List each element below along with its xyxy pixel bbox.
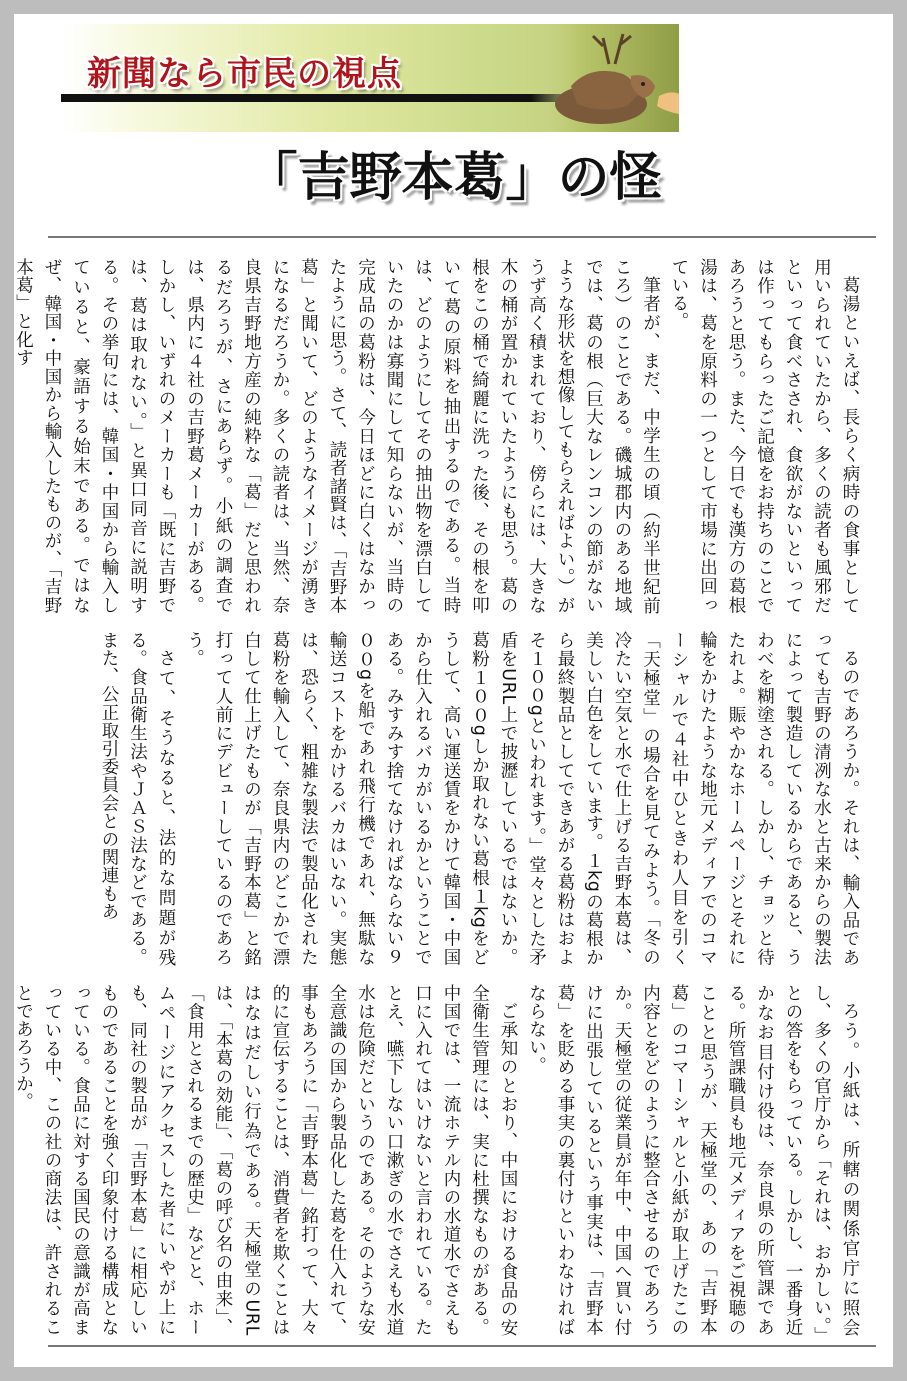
paragraph: ろう。小紙は、所轄の関係官庁に照会し、多くの官庁から「それは、おかしい。」との答をもらっている。しかし、一番身近かなお目付け役は、奈良県の所管課である。所管課職員も地元メディアをご視聴のことと思うが、天極堂の、あの「吉野本葛」のコマーシャルと小紙が取上げたこの内容とをどのように整合させるのであろうか。天極堂の従業員が年中、中国へ買い付けに出張しているという事実は、「吉野本葛」を貶める事実の裏付けといわなければならない。 — [526, 984, 860, 1336]
paragraph: 筆者が、まだ、中学生の頃（約半世紀前ころ）のことである。磯城郡内のある地域では、葛の根（巨大なレンコンの節がないような形状を想像してもらえればよい。）がうず高く積まれており、傍らには、大きな木の桶が置かれていたようにも思う。葛の根をこの桶で綺麗に洗った後、その根を叩いて葛の原料を抽出するのである。当時は、どのようにしてその抽出物を漂白していたのかは寡聞にして知らないが、当時の完成品の葛粉は、今日ほどに白くはなかったように思う。さて、読者諸賢は、「吉野本葛」と聞いて、どのようなイメージが湧きになるだろうか。多くの読者は、当然、奈良県吉野地方産の純粋な「葛」だと思われるだろうが、さにあらず。小紙の調査では、県内に４社の吉野葛メーカーがある。しかし、いずれのメーカーも「既に吉野では、葛は取れない。」と異口同音に説明する。その挙句には、韓国・中国から輸入していると、豪語する始末である。ではなぜ、韓国・中国から輸入したものが、「吉野本葛」と化す — [13, 258, 661, 614]
article-tier-2 — [62, 631, 864, 966]
top-divider — [48, 236, 876, 238]
bottom-divider — [48, 1345, 876, 1347]
article-tier-3 — [13, 984, 864, 1336]
article-tier-1 — [13, 258, 864, 614]
paragraph: 葛湯といえば、長らく病時の食事として用いられていたから、多くの読者も風邪だといって食べさされ、食欲がないといっては作ってもらったご記憶をお持ちのことであろうと思う。また、今日でも漢方の葛根湯は、葛を原料の一つとして市場に出回っている。 — [669, 258, 860, 614]
column-banner — [61, 24, 679, 132]
newspaper-page — [14, 14, 893, 1367]
paragraph: ご承知のとおり、中国における食品の安全衛生管理には、実に杜撰なものがある。中国では、一流ホテル内の水道水でさえも口に入れてはいけないと言われている。たとえ、嚥下しない口漱ぎの水でさえも水道水は危険だというのである。そのような安全意識の国から製品化した葛を仕入れて、事もあろうに「吉野本葛」銘打って、大々的に宣伝することは、消費者を欺くことははなはだしい行為である。天極堂のURLは、「本葛の効能」、「葛の呼び名の由来」、「食用とされるまでの歴史」などと、ホームページにアクセスした者にいやが上にも、同社の製品が「吉野本葛」に相応しいものであることを強く印象付ける構成となっている。食品に対する国民の意識が高まっている中、この社の商法は、許されることであろうか。 — [13, 984, 518, 1336]
paragraph: さて、そうなると、法的な問題が残る。食品衛生法やＪＡＳ法などである。また、公正取引委員会との関連もあ — [99, 631, 176, 966]
paragraph: るのであろうか。それは、輸入品であっても吉野の清冽な水と古来からの製法によって製造しているからであると、うわべを糊塗される。しかし、チョッと待たれよ。賑やかなホームページとそれに輪をかけたような地元メディアでのコマーシャルで４社中ひときわ人目を引く「天極堂」の場合を見てみよう。「冬の冷たい空気と水で仕上げる吉野本葛は、美しい白色をしています。１kgの葛根から最終製品としてできあがる葛粉はおよそ１００gといわれます。」堂々とした矛盾をURL上で披瀝しているではないか。葛粉１００gしか取れない葛根１kgをどうして、高い運送賃をかけて韓国・中国から仕入れるバカがいるかということである。みすみす捨てなければならない９００gを船であれ飛行機であれ、無駄な輸送コストをかけるバカはいない。実態は、恐らく、粗雑な製法で製品化された葛粉を輸入して、奈良県内のどこかで漂白して仕上げたものが「吉野本葛」と銘打って人前にデビューしているのであろう。 — [184, 631, 860, 966]
banner-title: 新聞なら市民の視点 — [87, 54, 402, 94]
deer-photo-icon — [531, 24, 679, 132]
article-headline: 「吉野本葛」の怪 — [245, 148, 662, 208]
